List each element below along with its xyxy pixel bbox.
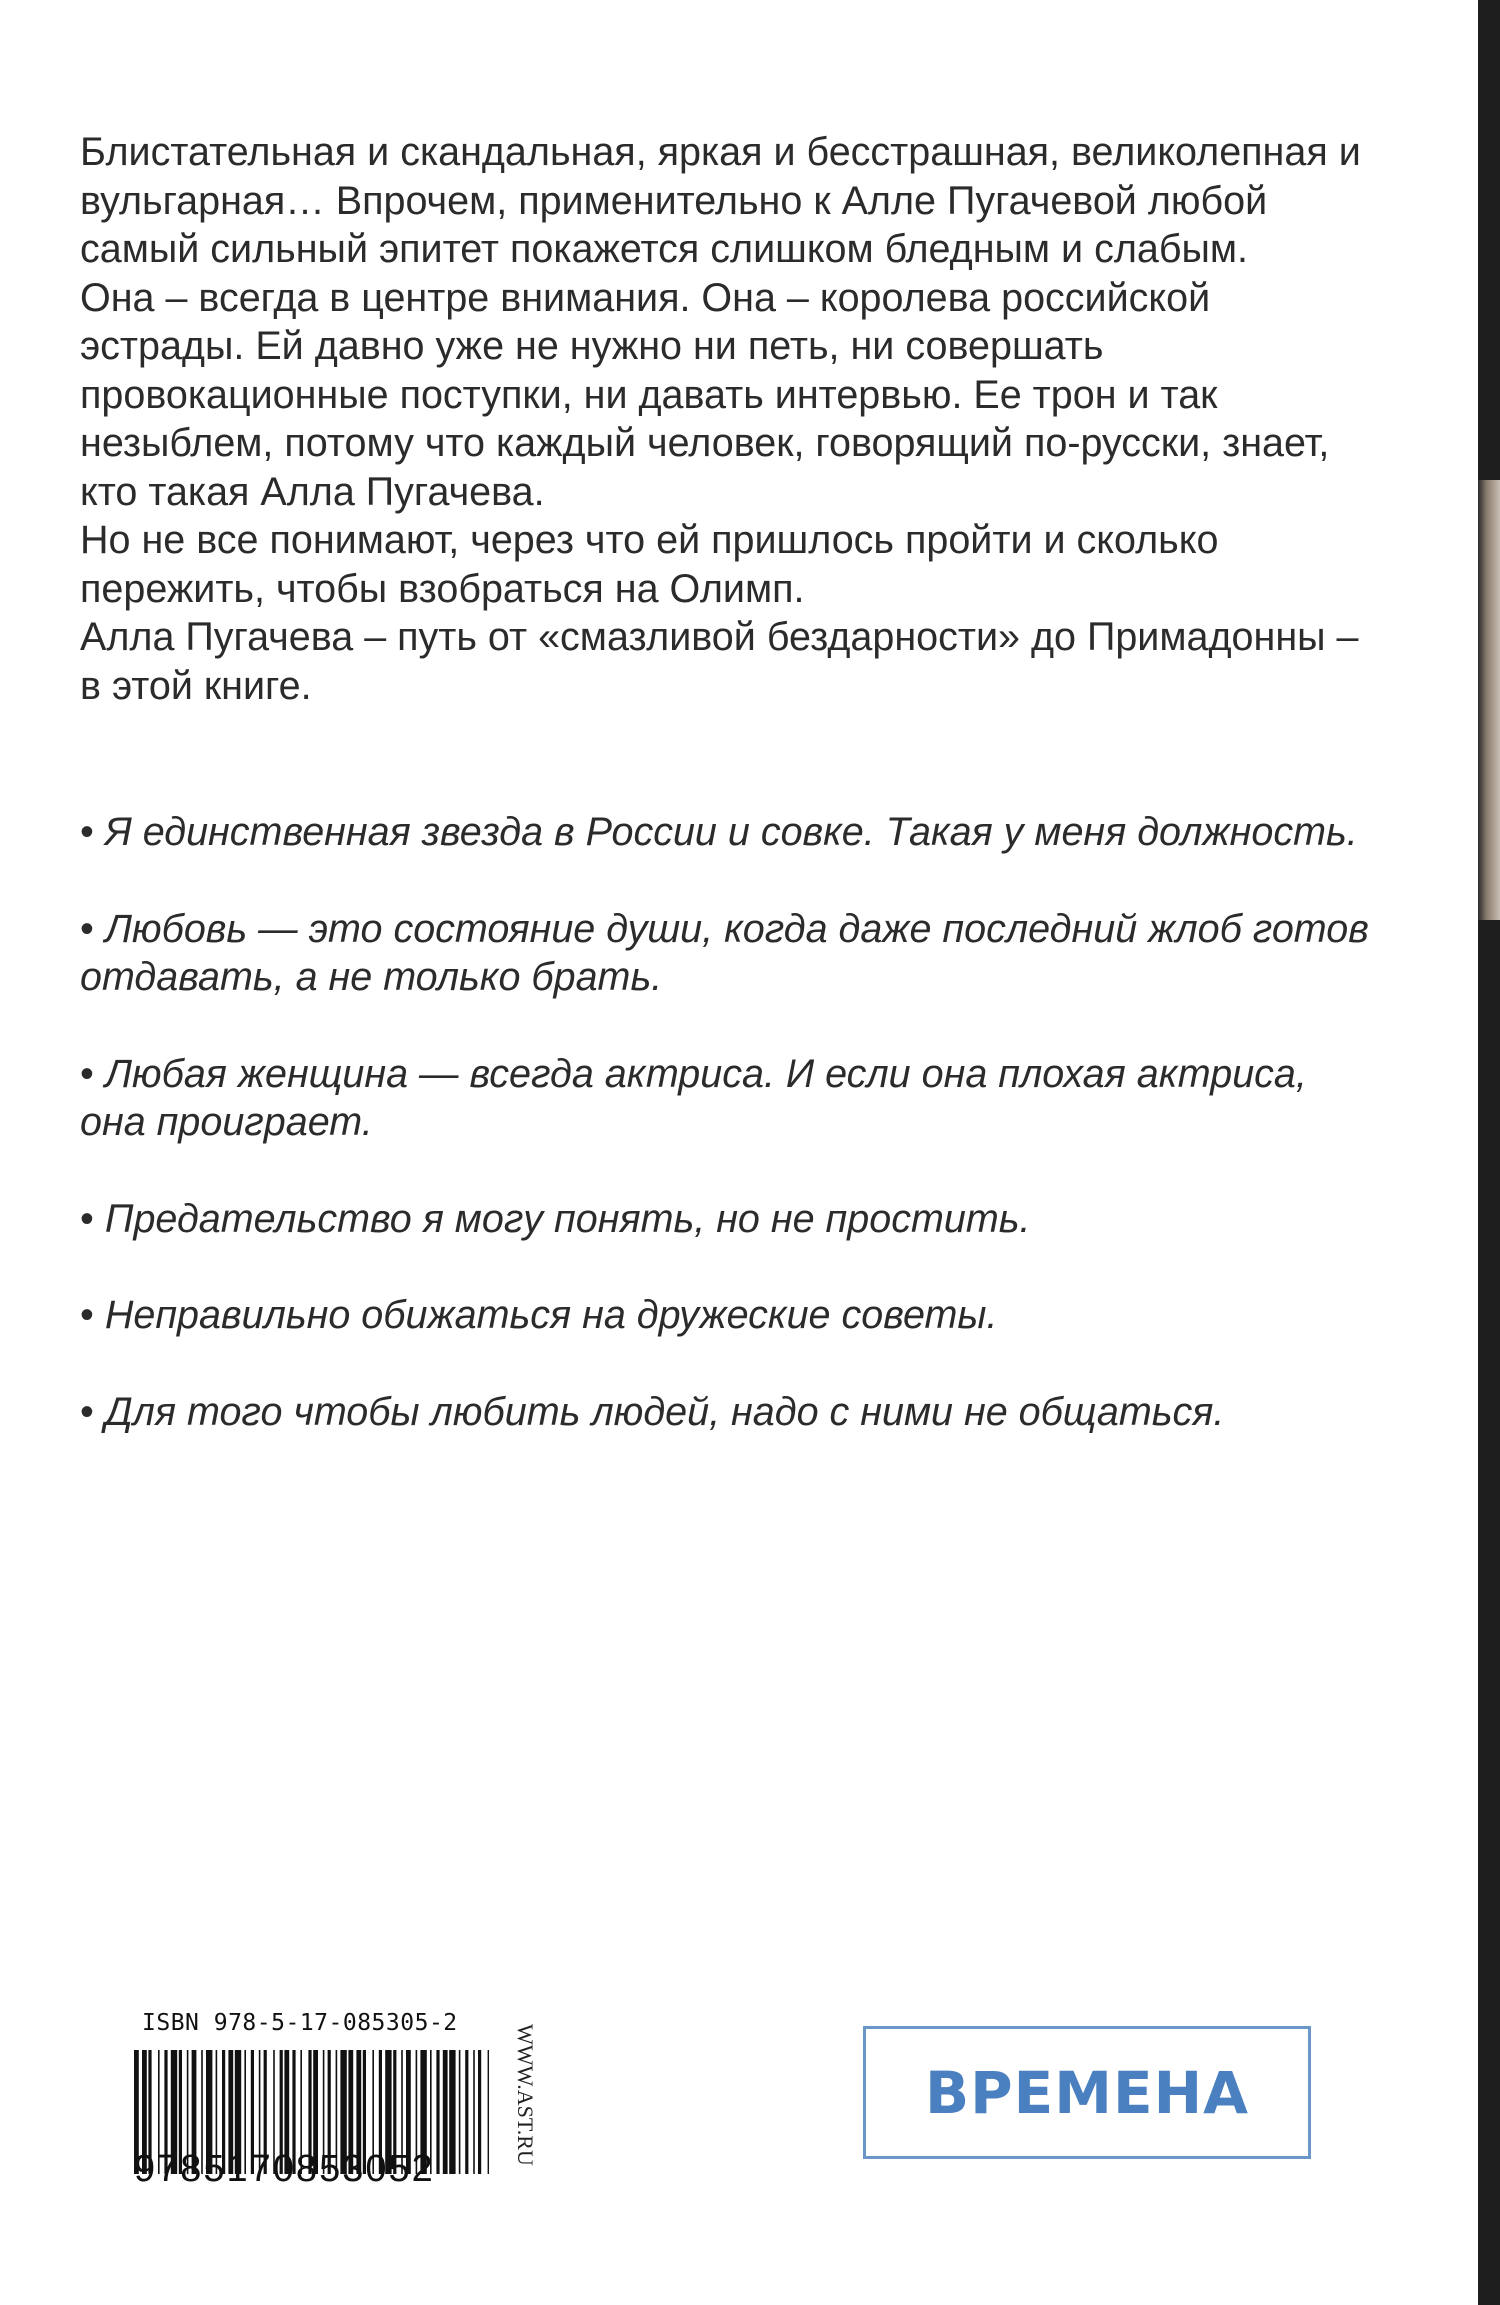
- description-paragraph: Блистательная и скандальная, яркая и бесстрашная, великолепная и вульгарная… Впрочем, применительно к Алле Пугачевой любой самый сильный эпитет покажется слишком бледным и слабым.: [80, 130, 1361, 271]
- isbn-barcode-block: [134, 2010, 494, 2205]
- isbn-label: ISBN 978-5-17-085305-2: [142, 2010, 458, 2036]
- barcode-digits: 9785170853052: [134, 2148, 435, 2190]
- series-logo: [863, 2026, 1311, 2159]
- bullet-icon: •: [80, 1196, 94, 1241]
- spine-edge: [1478, 0, 1500, 2305]
- bullet-icon: •: [80, 810, 94, 854]
- quote-text: Любовь — это состояние души, когда даже последний жлоб готов отдавать, а не только брать.: [80, 906, 1369, 999]
- quote-text: Любая женщина — всегда актриса. И если она плохая актриса, она проиграет.: [80, 1051, 1307, 1144]
- quote-item: [80, 1388, 1380, 1437]
- quote-item: [80, 905, 1380, 1002]
- description-paragraph: Алла Пугачева – путь от «смазливой бездарности» до Примадонны – в этой книге.: [80, 615, 1359, 708]
- description-paragraph: Но не все понимают, через что ей пришлось пройти и сколько пережить, чтобы взобраться на Олимп.: [80, 518, 1219, 611]
- bullet-icon: •: [80, 1389, 94, 1434]
- quotes-list: [80, 808, 1380, 1484]
- quote-text: Предательство я могу понять, но не простить.: [104, 1196, 1031, 1241]
- quote-item: [80, 1195, 1380, 1244]
- quote-item: [80, 1050, 1380, 1147]
- spine-photo-fragment: [1478, 480, 1500, 920]
- quote-item: [80, 1291, 1380, 1340]
- publisher-website: WWW.AST.RU: [513, 2024, 538, 2166]
- bullet-icon: •: [80, 1051, 94, 1096]
- bullet-icon: •: [80, 906, 94, 951]
- quote-text: Я единственная звезда в России и совке. Такая у меня должность.: [104, 810, 1358, 854]
- book-description: [80, 128, 1370, 710]
- series-logo-text: ВРЕМЕНА: [924, 2058, 1250, 2127]
- quote-text: Неправильно обижаться на дружеские советы.: [104, 1293, 998, 1337]
- bullet-icon: •: [80, 1293, 94, 1337]
- quote-text: Для того чтобы любить людей, надо с ними не общаться.: [104, 1389, 1225, 1434]
- description-paragraph: Она – всегда в центре внимания. Она – королева российской эстрады. Ей давно уже не нужно ни петь, ни совершать провокационные поступки, ни давать интервью. Ее трон и так незыблем, потому что каждый человек, говорящий по-русски, знает, кто такая Алла Пугачева.: [80, 275, 1330, 514]
- quote-item: [80, 808, 1380, 857]
